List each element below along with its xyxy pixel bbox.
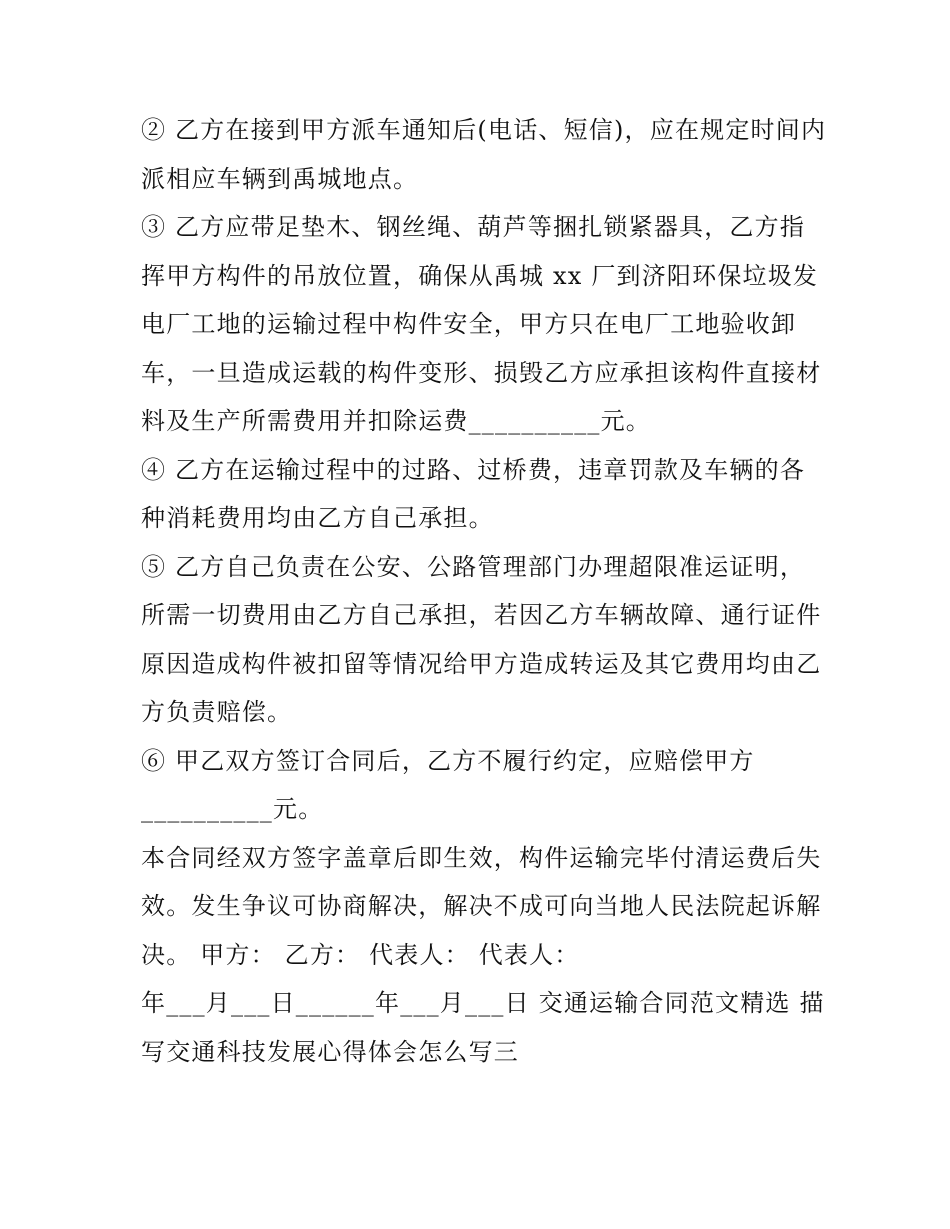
text-line: ② 乙方在接到甲方派车通知后(电话、短信)，应在规定时间内 [141, 116, 827, 144]
clause-3 [141, 203, 821, 446]
text-line: 效。发生争议可协商解决，解决不成可向当地人民法院起诉解 [141, 892, 822, 920]
clause-6 [141, 737, 821, 834]
text-line: 派相应车辆到禹城地点。 [141, 164, 419, 193]
text-line: 方负责赔偿。 [141, 698, 293, 726]
text-line: 挥甲方构件的吊放位置，确保从禹城 xx 厂到济阳环保垃圾发 [141, 261, 819, 290]
text-line: 种消耗费用均由乙方自己承担。 [141, 504, 494, 532]
text-line: __________元。 [141, 795, 324, 823]
effective-clause [141, 834, 821, 980]
text-line: ③ 乙方应带足垫木、钢丝绳、葫芦等捆扎锁紧器具，乙方指 [141, 213, 806, 241]
signature-date-line [141, 979, 825, 1076]
clause-2 [141, 106, 827, 203]
text-line: 原因造成构件被扣留等情况给甲方造成转运及其它费用均由乙 [141, 649, 822, 678]
text-line: 年___月___日______年___月___日 交通运输合同范文精选 描 [141, 989, 825, 1017]
text-line: 所需一切费用由乙方自己承担，若因乙方车辆故障、通行证件 [141, 601, 822, 629]
contract-text [141, 106, 827, 1076]
text-line: 决。 甲方： 乙方： 代表人： 代表人： [141, 940, 580, 969]
text-line: ⑥ 甲乙双方签订合同后，乙方不履行约定，应赔偿甲方 [141, 746, 755, 775]
text-line: ⑤ 乙方自己负责在公安、公路管理部门办理超限准运证明， [141, 552, 806, 581]
clause-4 [141, 446, 821, 543]
text-line: 电厂工地的运输过程中构件安全，甲方只在电厂工地验收卸 [141, 310, 797, 338]
text-line: 车，一旦造成运载的构件变形、损毁乙方应承担该构件直接材 [141, 358, 822, 387]
text-line: 写交通科技发展心得体会怎么写三 [141, 1037, 519, 1066]
text-line: 本合同经双方签字盖章后即生效，构件运输完毕付清运费后失 [141, 843, 822, 872]
text-line: 料及生产所需费用并扣除运费__________元。 [141, 407, 651, 435]
text-line: ④ 乙方在运输过程中的过路、过桥费，违章罚款及车辆的各 [141, 455, 806, 484]
clause-5 [141, 543, 821, 737]
